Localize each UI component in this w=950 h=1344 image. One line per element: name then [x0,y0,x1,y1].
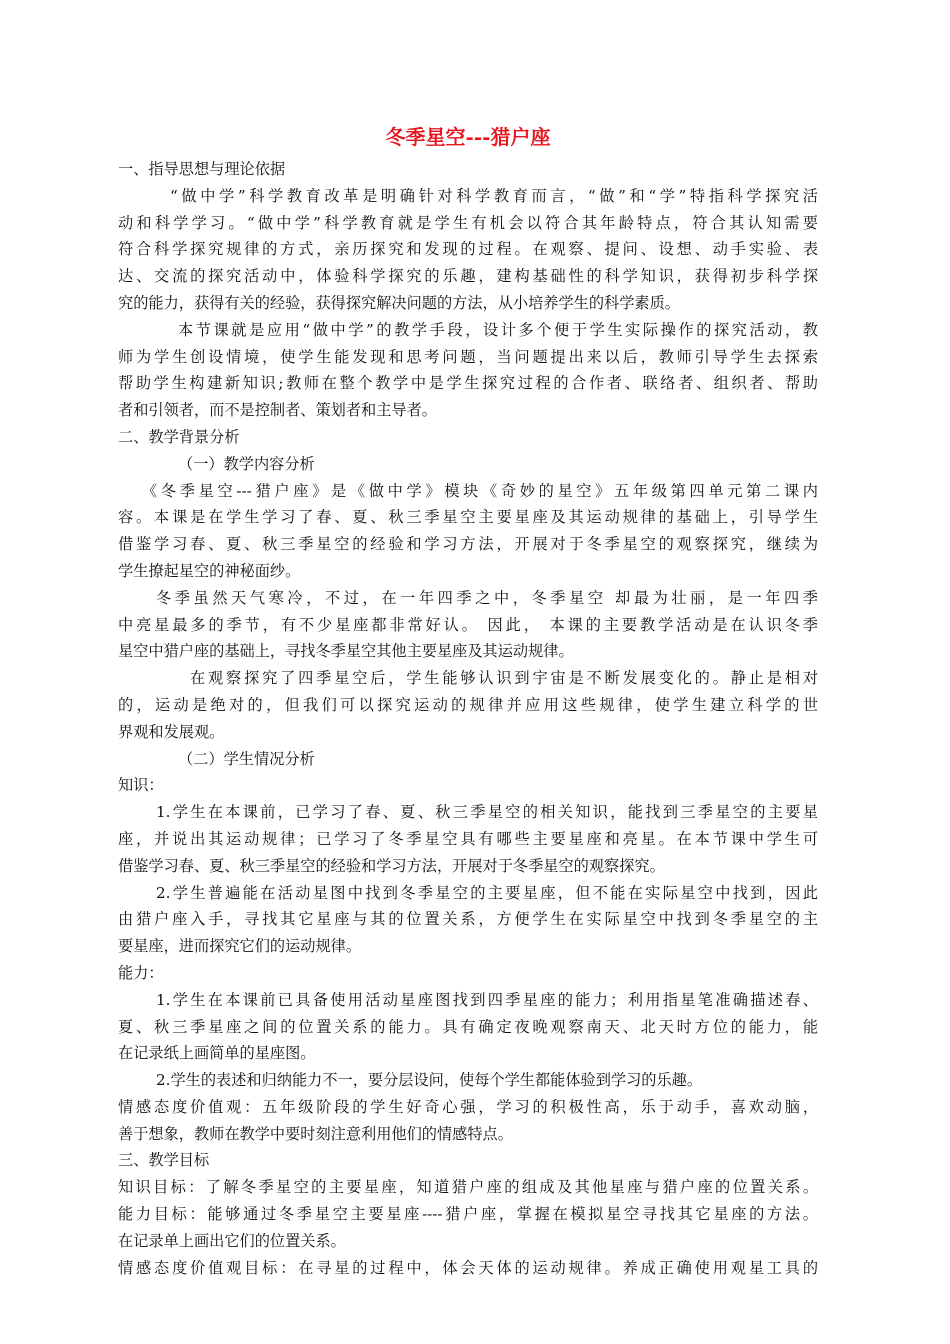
paragraph-line: 1.学生在本课前，已学习了春、夏、秋三季星空的相关知识，能找到三季星空的主要星 [156,803,818,822]
paragraph-line: 要星座，进而探究它们的运动规律。 [118,937,361,956]
paragraph-line: 的，运动是绝对的，但我们可以探究运动的规律并应用这些规律，使学生建立科学的世 [118,695,818,714]
label-knowledge: 知识： [118,776,164,795]
paragraph-line: 界观和发展观。 [118,722,225,741]
paragraph-line: 师为学生创设情境，使学生能发现和思考问题，当问题提出来以后，教师引导学生去探索 [118,347,818,366]
paragraph-line: 借鉴学习春、夏、秋三季星空的经验和学习方法，开展对于冬季星空的观察探究，继续为 [118,535,818,554]
paragraph-line: 符合科学探究规律的方式，亲历探究和发现的过程。在观察、提问、设想、动手实验、表 [118,240,818,259]
paragraph-line: 情感态度价值观：五年级阶段的学生好奇心强，学习的积极性高，乐于动手，喜欢动脑， [118,1097,818,1116]
label-ability: 能力： [118,963,164,982]
paragraph-line: 中亮星最多的季节，有不少星座都非常好认。 因此， 本课的主要教学活动是在认识冬季 [118,615,818,634]
paragraph-line: 在观察探究了四季星空后，学生能够认识到宇宙是不断发展变化的。静止是相对 [190,669,818,688]
heading-guiding-thought: 一、指导思想与理论依据 [118,160,286,178]
paragraph-line: 本节课就是应用“做中学”的教学手段，设计多个便于学生实际操作的探究活动，教 [178,320,818,339]
paragraph-line: 在记录单上画出它们的位置关系。 [118,1231,346,1250]
paragraph-line: 帮助学生构建新知识;教师在整个教学中是学生探究过程的合作者、联络者、组织者、帮助 [118,374,818,393]
paragraph-line: 由猎户座入手，寻找其它星座与其的位置关系，方便学生在实际星空中找到冬季星空的主 [118,910,818,929]
heading-teaching-goals: 三、教学目标 [118,1151,210,1170]
paragraph-line: 容。本课是在学生学习了春、夏、秋三季星空主要星座及其运动规律的基础上，引导学生 [118,508,818,527]
paragraph-line: “做中学”科学教育改革是明确针对科学教育而言，“做”和“学”特指科学探究活 [170,186,818,205]
paragraph-line: 2.学生普遍能在活动星图中找到冬季星空的主要星座，但不能在实际星空中找到，因此 [156,883,818,902]
paragraph-line: 星空中猎户座的基础上，寻找冬季星空其他主要星座及其运动规律。 [118,642,574,661]
paragraph-line: 借鉴学习春、夏、秋三季星空的经验和学习方法，开展对于冬季星空的观察探究。 [118,856,665,875]
heading-background-analysis: 二、教学背景分析 [118,427,240,446]
paragraph-line: 动和科学学习。“做中学”科学教育就是学生有机会以符合其年龄特点，符合其认知需要 [118,213,818,232]
paragraph-line: 达、交流的探究活动中，体验科学探究的乐趣，建构基础性的科学知识，获得初步科学探 [118,267,818,286]
paragraph-line: 能力目标：能够通过冬季星空主要星座----猎户座，掌握在模拟星空寻找其它星座的方法。 [118,1205,818,1224]
paragraph-line: 情感态度价值观目标：在寻星的过程中，体会天体的运动规律。养成正确使用观星工具的 [118,1258,818,1277]
subheading-content-analysis: （一）教学内容分析 [178,454,315,473]
document-page [118,120,818,1281]
paragraph-line: 者和引领者，而不是控制者、策划者和主导者。 [118,401,437,420]
paragraph-line: 1.学生在本课前已具备使用活动星座图找到四季星座的能力；利用指星笔准确描述春、 [156,990,818,1009]
paragraph-line: 夏、秋三季星座之间的位置关系的能力。具有确定夜晚观察南天、北天时方位的能力，能 [118,1017,818,1036]
paragraph-line: 善于想象，教师在教学中要时刻注意利用他们的情感特点。 [118,1124,513,1143]
paragraph-line: 2.学生的表述和归纳能力不一，要分层设问，使每个学生都能体验到学习的乐趣。 [156,1071,703,1090]
document-title: 冬季星空---猎户座 [385,125,551,149]
subheading-student-analysis: （二）学生情况分析 [178,749,315,768]
paragraph-line: 知识目标：了解冬季星空的主要星座，知道猎户座的组成及其他星座与猎户座的位置关系。 [118,1178,818,1197]
paragraph-line: 《冬季星空---猎户座》是《做中学》模块《奇妙的星空》五年级第四单元第二课内 [142,481,818,500]
paragraph-line: 究的能力，获得有关的经验，获得探究解决问题的方法，从小培养学生的科学素质。 [118,293,680,312]
paragraph-line: 学生撩起星空的神秘面纱。 [118,561,301,580]
paragraph-line: 冬季虽然天气寒冷，不过，在一年四季之中，冬季星空 却最为壮丽，是一年四季 [156,588,818,607]
paragraph-line: 座，并说出其运动规律；已学习了冬季星空具有哪些主要星座和亮星。在本节课中学生可 [118,829,818,848]
paragraph-line: 在记录纸上画简单的星座图。 [118,1044,316,1063]
